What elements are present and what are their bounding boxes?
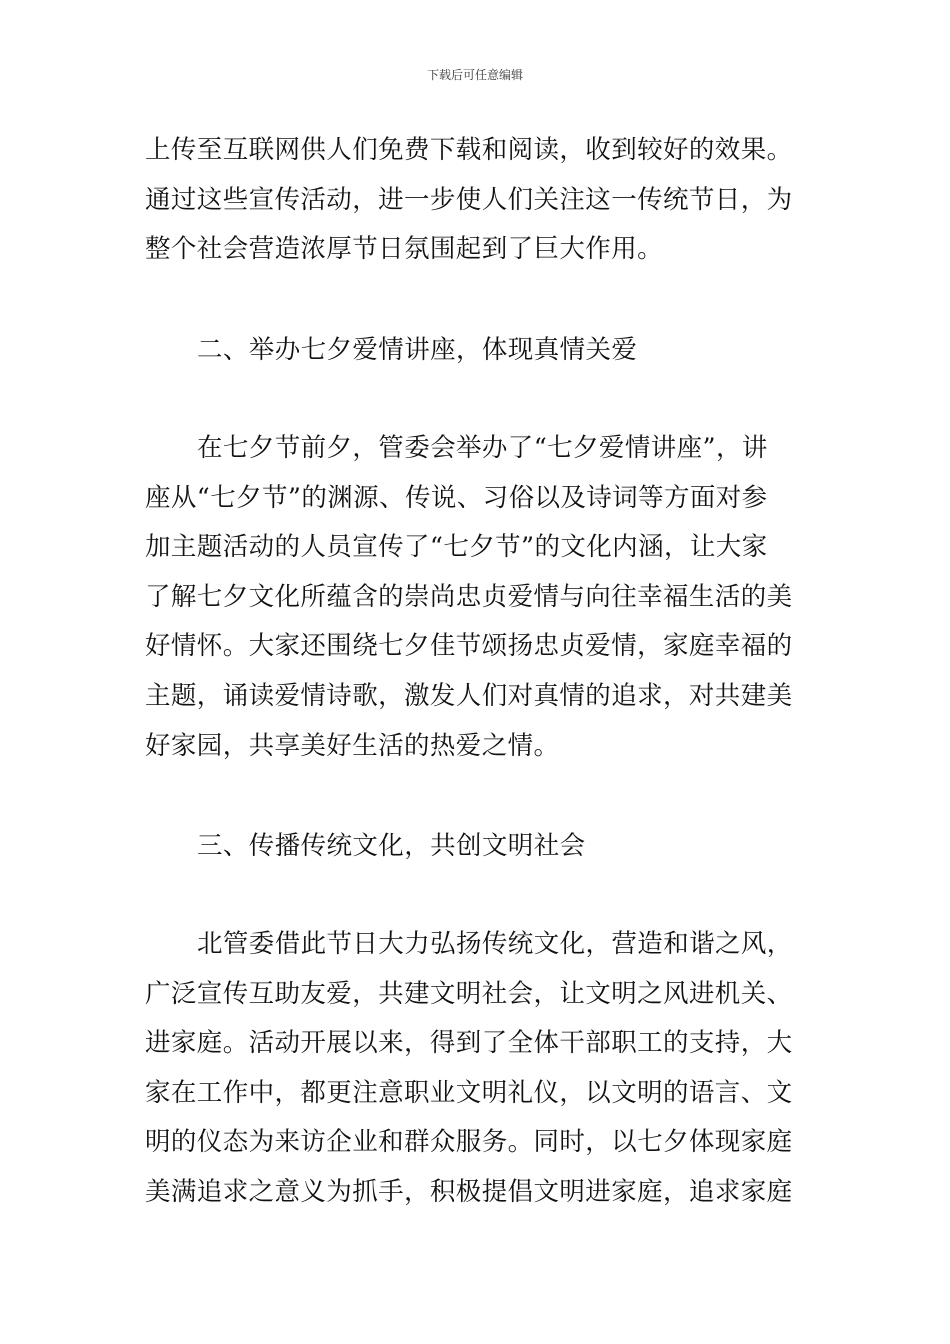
- paragraph-line: 家在工作中，都更注意职业文明礼仪，以文明的语言、文: [145, 1077, 793, 1108]
- page-header: 下载后可任意编辑: [426, 68, 523, 82]
- section-heading-2: [145, 326, 807, 376]
- paragraph-line: 明的仪态为来访企业和群众服务。同时，以七夕体现家庭: [145, 1127, 793, 1158]
- paragraph-line: 上传至互联网供人们免费下载和阅读，收到较好的效果。: [145, 135, 793, 165]
- paragraph-line: 进家庭。活动开展以来，得到了全体干部职工的支持，大: [145, 1028, 793, 1059]
- paragraph-line: 加主题活动的人员宣传了“七夕节”的文化内涵，让大家: [145, 532, 768, 563]
- paragraph-line: 好情怀。大家还围绕七夕佳节颂扬忠贞爱情，家庭幸福的: [145, 631, 793, 662]
- paragraph-line: 整个社会营造浓厚节日氛围起到了巨大作用。: [145, 234, 664, 265]
- section-heading-3: [145, 822, 807, 872]
- paragraph-intro: [145, 126, 807, 275]
- paragraph-line: 美满追求之意义为抓手，积极提倡文明进家庭，追求家庭: [145, 1176, 793, 1207]
- section-heading-text: 三、传播传统文化，共创文明社会: [197, 831, 586, 861]
- paragraph-line: 广泛宣传互助友爱，共建文明社会，让文明之风进机关、: [145, 978, 793, 1009]
- paragraph-culture: [145, 920, 807, 1218]
- section-heading-text: 二、举办七夕爱情讲座，体现真情关爱: [197, 335, 638, 365]
- paragraph-line: 在七夕节前夕，管委会举办了“七夕爱情讲座”，讲: [197, 433, 768, 463]
- paragraph-lecture: [145, 424, 807, 771]
- paragraph-line: 主题，诵读爱情诗歌，激发人们对真情的追求，对共建美: [145, 680, 793, 711]
- paragraph-line: 通过这些宣传活动，进一步使人们关注这一传统节日，为: [145, 184, 793, 215]
- paragraph-line: 好家园，共享美好生活的热爱之情。: [145, 730, 560, 761]
- paragraph-line: 座从“七夕节”的渊源、传说、习俗以及诗词等方面对参: [145, 482, 768, 513]
- paragraph-line: 了解七夕文化所蕴含的崇尚忠贞爱情与向往幸福生活的美: [145, 581, 793, 612]
- paragraph-line: 北管委借此节日大力弘扬传统文化，营造和谐之风，: [197, 929, 793, 959]
